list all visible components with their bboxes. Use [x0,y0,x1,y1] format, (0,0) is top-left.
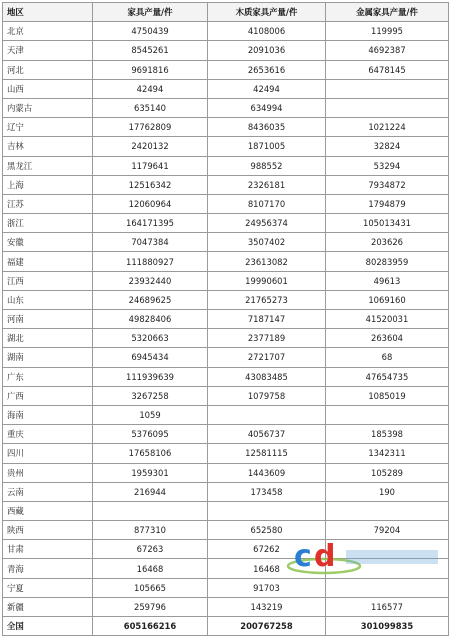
table-row [3,386,449,405]
table-row [3,578,449,597]
furniture-output-cell: 67263 [93,540,208,559]
region-cell: 北京 [3,22,93,41]
total-value-cell: 301099835 [326,617,449,636]
furniture-output-cell: 24689625 [93,290,208,309]
wood-output-cell: 1871005 [208,137,326,156]
region-cell: 湖南 [3,348,93,367]
furniture-output-cell: 17762809 [93,118,208,137]
table-row [3,444,449,463]
metal-output-cell: 68 [326,348,449,367]
metal-output-cell: 80283959 [326,252,449,271]
wood-output-cell: 2377189 [208,329,326,348]
furniture-output-cell: 635140 [93,98,208,117]
table-row [3,367,449,386]
table-row [3,463,449,482]
furniture-output-cell: 2420132 [93,137,208,156]
region-cell: 浙江 [3,214,93,233]
metal-output-cell: 119995 [326,22,449,41]
region-cell: 安徽 [3,233,93,252]
furniture-output-cell: 5320663 [93,329,208,348]
metal-output-cell: 190 [326,482,449,501]
wood-output-cell: 19990601 [208,271,326,290]
wood-output-cell: 143219 [208,597,326,616]
logo-letter-c: c [294,539,312,574]
furniture-output-cell: 23932440 [93,271,208,290]
region-cell: 广西 [3,386,93,405]
region-cell: 湖北 [3,329,93,348]
region-cell: 西藏 [3,501,93,520]
metal-output-cell [326,578,449,597]
site-watermark-logo [284,536,444,576]
furniture-output-cell: 8545261 [93,41,208,60]
table-row [3,597,449,616]
region-cell: 河南 [3,310,93,329]
region-cell: 河北 [3,60,93,79]
total-value-cell: 605166216 [93,617,208,636]
furniture-output-cell: 1059 [93,405,208,424]
table-row [3,22,449,41]
furniture-output-cell: 7047384 [93,233,208,252]
furniture-output-cell: 111939639 [93,367,208,386]
header-furniture-output: 家具产量/件 [93,3,208,22]
region-cell: 甘肃 [3,540,93,559]
region-cell: 江苏 [3,194,93,213]
furniture-output-cell [93,501,208,520]
furniture-output-cell: 17658106 [93,444,208,463]
region-cell: 山东 [3,290,93,309]
wood-output-cell: 652580 [208,521,326,540]
wood-output-cell: 634994 [208,98,326,117]
furniture-output-cell: 42494 [93,79,208,98]
region-cell: 江西 [3,271,93,290]
metal-output-cell: 263604 [326,329,449,348]
table-row [3,252,449,271]
wood-output-cell: 23613082 [208,252,326,271]
table-row [3,348,449,367]
region-cell: 宁夏 [3,578,93,597]
metal-output-cell: 32824 [326,137,449,156]
furniture-output-cell: 877310 [93,521,208,540]
table-row [3,482,449,501]
table-row [3,194,449,213]
header-wood-furniture-output: 木质家具产量/件 [208,3,326,22]
watermark-text-block-icon [346,550,438,564]
table-row [3,214,449,233]
table-row [3,79,449,98]
furniture-output-cell: 4750439 [93,22,208,41]
wood-output-cell: 21765273 [208,290,326,309]
furniture-output-cell: 111880927 [93,252,208,271]
wood-output-cell: 67262 [208,540,326,559]
metal-output-cell [326,98,449,117]
table-total-row [3,617,449,636]
metal-output-cell: 1794879 [326,194,449,213]
wood-output-cell: 3507402 [208,233,326,252]
region-cell: 重庆 [3,425,93,444]
region-cell: 辽宁 [3,118,93,137]
region-cell: 广东 [3,367,93,386]
furniture-output-cell: 259796 [93,597,208,616]
table-row [3,405,449,424]
table-row [3,310,449,329]
wood-output-cell [208,501,326,520]
table-row [3,175,449,194]
wood-output-cell: 12581115 [208,444,326,463]
furniture-output-cell: 105665 [93,578,208,597]
metal-output-cell: 105013431 [326,214,449,233]
table-row [3,425,449,444]
metal-output-cell: 1085019 [326,386,449,405]
table-row [3,60,449,79]
wood-output-cell: 988552 [208,156,326,175]
wood-output-cell: 24956374 [208,214,326,233]
wood-output-cell: 91703 [208,578,326,597]
region-cell: 黑龙江 [3,156,93,175]
metal-output-cell: 4692387 [326,41,449,60]
table-row [3,233,449,252]
region-cell: 陕西 [3,521,93,540]
wood-output-cell: 2326181 [208,175,326,194]
table-row [3,271,449,290]
wood-output-cell: 2721707 [208,348,326,367]
metal-output-cell: 49613 [326,271,449,290]
furniture-output-cell: 164171395 [93,214,208,233]
metal-output-cell: 41520031 [326,310,449,329]
header-region: 地区 [3,3,93,22]
table-header-row [3,3,449,22]
region-cell: 海南 [3,405,93,424]
furniture-output-cell: 1959301 [93,463,208,482]
wood-output-cell: 1443609 [208,463,326,482]
wood-output-cell: 4108006 [208,22,326,41]
table-row [3,41,449,60]
metal-output-cell [326,79,449,98]
metal-output-cell [326,501,449,520]
metal-output-cell: 1021224 [326,118,449,137]
furniture-output-cell: 16468 [93,559,208,578]
furniture-output-cell: 1179641 [93,156,208,175]
region-cell: 云南 [3,482,93,501]
table-row [3,137,449,156]
metal-output-cell [326,405,449,424]
wood-output-cell [208,405,326,424]
region-cell: 内蒙古 [3,98,93,117]
metal-output-cell: 53294 [326,156,449,175]
metal-output-cell: 1342311 [326,444,449,463]
furniture-output-cell: 9691816 [93,60,208,79]
metal-output-cell: 185398 [326,425,449,444]
wood-output-cell: 2091036 [208,41,326,60]
wood-output-cell: 8436035 [208,118,326,137]
wood-output-cell: 7187147 [208,310,326,329]
table-row [3,290,449,309]
metal-output-cell: 105289 [326,463,449,482]
metal-output-cell: 116577 [326,597,449,616]
region-cell: 上海 [3,175,93,194]
region-cell: 青海 [3,559,93,578]
furniture-output-cell: 12516342 [93,175,208,194]
wood-output-cell: 2653616 [208,60,326,79]
region-cell: 吉林 [3,137,93,156]
table-row [3,501,449,520]
wood-output-cell: 4056737 [208,425,326,444]
table-row [3,118,449,137]
total-label-cell: 全国 [3,617,93,636]
region-cell: 新疆 [3,597,93,616]
wood-output-cell: 1079758 [208,386,326,405]
furniture-output-cell: 6945434 [93,348,208,367]
table-row [3,329,449,348]
furniture-output-cell: 49828406 [93,310,208,329]
metal-output-cell: 47654735 [326,367,449,386]
region-cell: 贵州 [3,463,93,482]
wood-output-cell: 42494 [208,79,326,98]
region-cell: 天津 [3,41,93,60]
furniture-output-cell: 3267258 [93,386,208,405]
table-row [3,156,449,175]
furniture-output-cell: 5376095 [93,425,208,444]
logo-letter-d: d [314,539,336,574]
header-metal-furniture-output: 金属家具产量/件 [326,3,449,22]
total-value-cell: 200767258 [208,617,326,636]
region-cell: 四川 [3,444,93,463]
wood-output-cell: 8107170 [208,194,326,213]
metal-output-cell: 1069160 [326,290,449,309]
region-cell: 福建 [3,252,93,271]
furniture-output-cell: 12060964 [93,194,208,213]
metal-output-cell: 6478145 [326,60,449,79]
metal-output-cell: 7934872 [326,175,449,194]
furniture-output-cell: 216944 [93,482,208,501]
table-row [3,98,449,117]
wood-output-cell: 43083485 [208,367,326,386]
metal-output-cell: 79204 [326,521,449,540]
wood-output-cell: 173458 [208,482,326,501]
metal-output-cell: 203626 [326,233,449,252]
region-cell: 山西 [3,79,93,98]
wood-output-cell: 16468 [208,559,326,578]
